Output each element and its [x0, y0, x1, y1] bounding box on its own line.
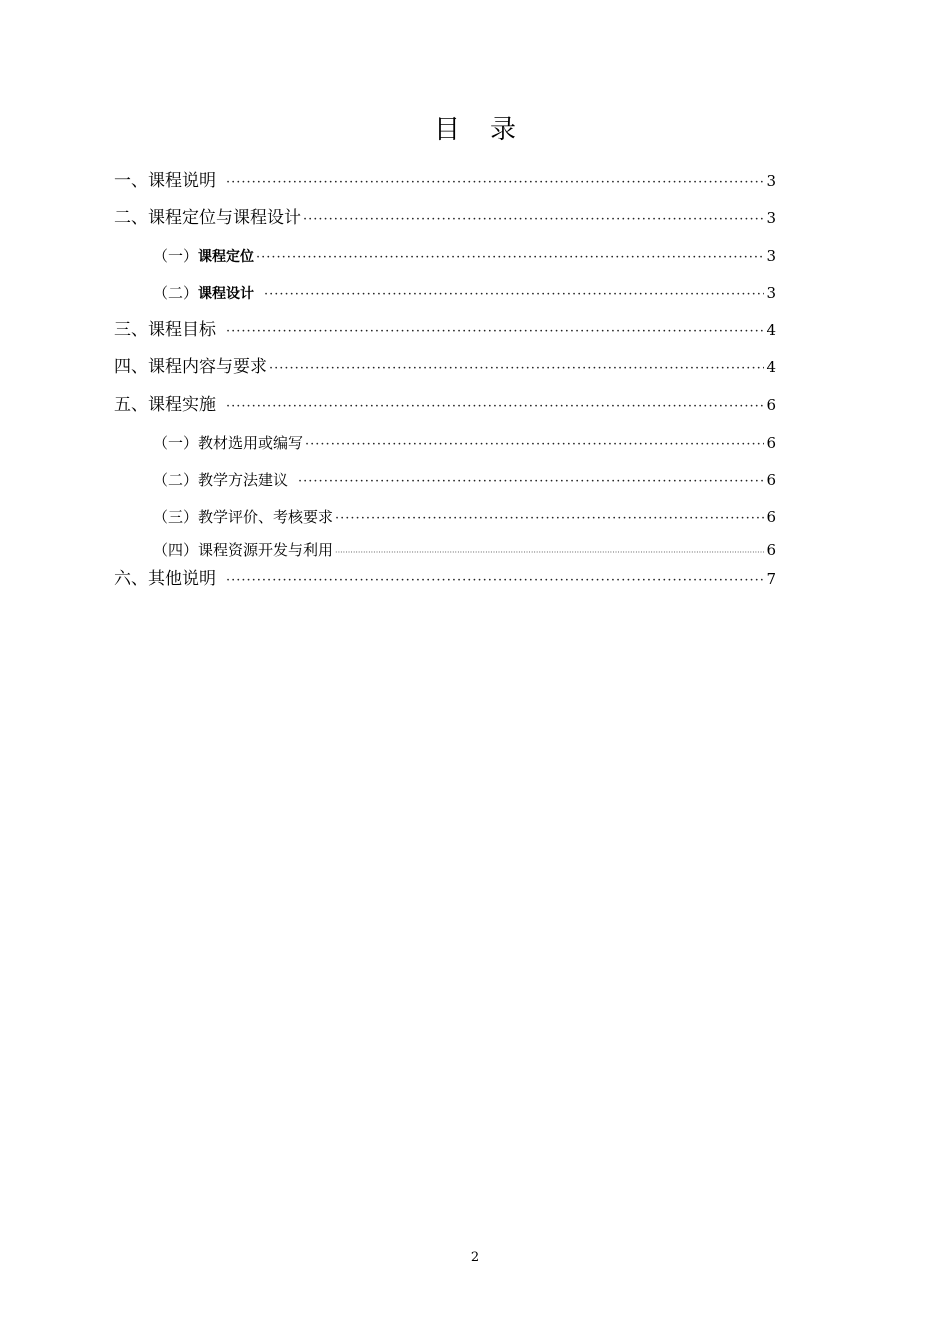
dot-leader — [226, 393, 764, 421]
toc-entry-course-design[interactable] — [153, 279, 776, 307]
toc-entry-teaching-evaluation[interactable] — [153, 503, 776, 531]
dot-leader — [226, 567, 764, 595]
toc-entry-number: （二） — [153, 284, 199, 302]
toc-entry-page: 3 — [766, 209, 776, 227]
toc-entry-positioning-and-design[interactable] — [114, 204, 776, 232]
toc-entry-label: 教学评价、考核要求 — [198, 508, 334, 526]
dot-leader — [298, 468, 764, 496]
toc-entry-number: 三、 — [114, 320, 148, 340]
toc-entry-course-implementation[interactable] — [114, 391, 776, 419]
toc-entry-course-resources[interactable] — [153, 536, 776, 564]
dot-leader — [305, 431, 764, 459]
page-number: 2 — [470, 1250, 480, 1265]
toc-entry-number: 六、 — [114, 569, 148, 589]
toc-entry-page: 4 — [766, 321, 776, 339]
toc-entry-label: 课程说明 — [148, 171, 216, 191]
toc-entry-page: 4 — [766, 358, 776, 376]
toc-entry-label: 课程实施 — [148, 395, 216, 415]
page-title: 目录 — [433, 115, 546, 145]
toc-entry-course-objectives[interactable] — [114, 316, 776, 344]
toc-entry-number: 一、 — [114, 171, 148, 191]
toc-entry-label: 教材选用或编写 — [198, 434, 304, 452]
dot-leader — [335, 505, 764, 533]
toc-entry-label: 其他说明 — [148, 569, 216, 589]
dot-leader — [226, 169, 764, 197]
toc-entry-label: 课程目标 — [148, 320, 216, 340]
toc-entry-page: 3 — [766, 247, 776, 265]
toc-entry-number: 二、 — [114, 208, 148, 228]
toc-entry-page: 6 — [766, 434, 776, 452]
toc-entry-label: 课程定位与课程设计 — [148, 208, 301, 228]
toc-entry-number: （一） — [153, 434, 199, 452]
toc-entry-page: 3 — [766, 172, 776, 190]
toc-entry-label: 教学方法建议 — [198, 471, 289, 489]
toc-entry-label: 课程定位 — [198, 249, 255, 265]
toc-entry-number: （四） — [153, 541, 199, 559]
dot-leader — [303, 206, 764, 234]
dot-leader — [264, 281, 764, 309]
dot-leader — [256, 244, 764, 272]
toc-entry-content-and-requirements[interactable] — [114, 353, 776, 381]
toc-entry-page: 3 — [766, 284, 776, 302]
toc-entry-teaching-methods[interactable] — [153, 466, 776, 494]
toc-entry-course-positioning[interactable] — [153, 242, 776, 270]
toc-entry-page: 7 — [766, 570, 776, 588]
toc-entry-textbook-selection[interactable] — [153, 429, 776, 457]
toc-entry-page: 6 — [766, 541, 776, 559]
toc-entry-number: 四、 — [114, 357, 148, 377]
toc-entry-label: 课程资源开发与利用 — [198, 541, 334, 559]
toc-entry-page: 6 — [766, 396, 776, 414]
toc-entry-page: 6 — [766, 508, 776, 526]
toc-entry-other-notes[interactable] — [114, 565, 776, 593]
toc-entry-number: 五、 — [114, 395, 148, 415]
toc-entry-number: （二） — [153, 471, 199, 489]
toc-entry-label: 课程内容与要求 — [148, 357, 267, 377]
dot-leader — [335, 539, 764, 567]
dot-leader — [269, 355, 764, 383]
toc-entry-label: 课程设计 — [198, 286, 255, 302]
toc-entry-course-description[interactable] — [114, 167, 776, 195]
toc-entry-number: （三） — [153, 508, 199, 526]
toc-entry-number: （一） — [153, 247, 199, 265]
toc-entry-page: 6 — [766, 471, 776, 489]
dot-leader — [226, 318, 764, 346]
